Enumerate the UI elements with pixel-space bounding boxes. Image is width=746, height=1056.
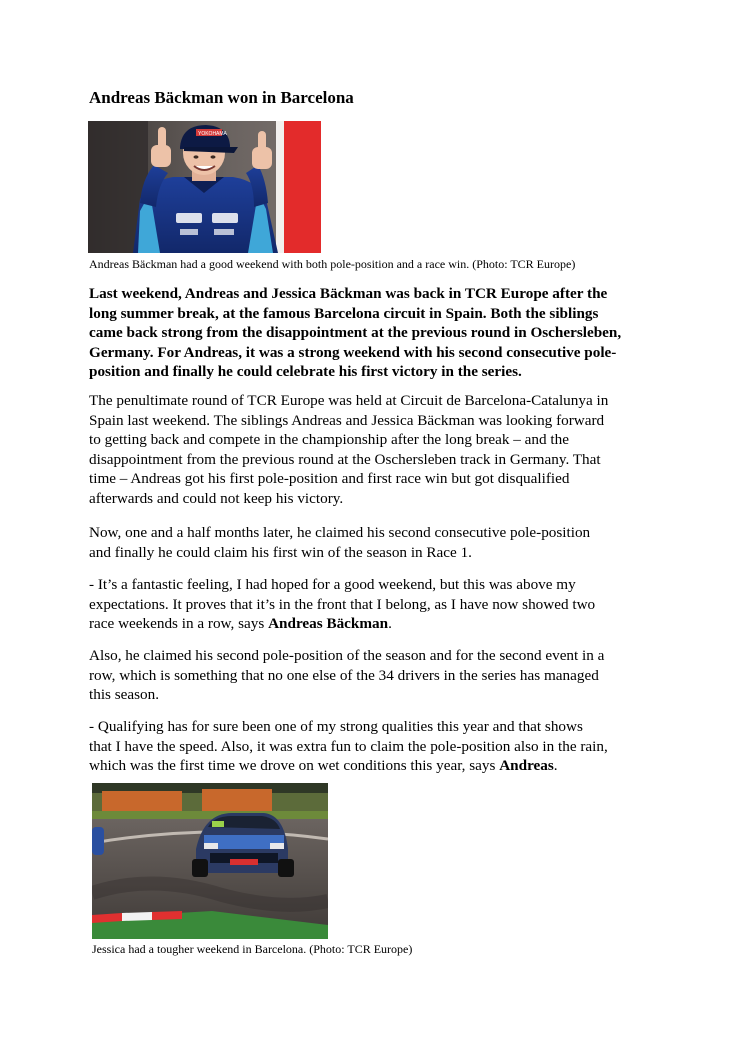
- driver-photo: [88, 121, 321, 253]
- paragraph-line: - Qualifying has for sure been one of my strong qualities this year and that shows: [89, 718, 583, 735]
- paragraph-line: Spain last weekend. The siblings Andreas and Jessica Bäckman was looking forward: [89, 411, 605, 429]
- quote-paragraph: [89, 717, 669, 776]
- lead-paragraph: [89, 284, 669, 382]
- body-paragraph: [89, 523, 669, 562]
- lead-line: Last weekend, Andreas and Jessica Bäckman was back in TCR Europe after the: [89, 285, 608, 302]
- lead-line: Germany. For Andreas, it was a strong weekend with his second consecutive pole-: [89, 343, 617, 361]
- sentence-end: .: [553, 757, 558, 775]
- body-paragraph: [89, 646, 669, 705]
- lead-line: long summer break, at the famous Barcelona circuit in Spain. Both the siblings: [89, 304, 599, 322]
- paragraph-line: this season.: [89, 686, 160, 704]
- race-car-photo: [92, 783, 328, 939]
- paragraph-line: [89, 756, 669, 776]
- quote-attribution-text: race weekends in a row, says: [89, 615, 269, 633]
- quote-attribution-text: which was the first time we drove on wet conditions this year, says: [89, 757, 500, 775]
- paragraph-line: expectations. It proves that it’s in the front that I belong, as I have now showed two: [89, 595, 596, 613]
- driver-photo-illustration: [88, 121, 321, 253]
- paragraph-line: afterwards and could not keep his victory.: [89, 489, 344, 507]
- sentence-end: .: [388, 615, 392, 633]
- race-car-photo-caption: Jessica had a tougher weekend in Barcelona. (Photo: TCR Europe): [92, 942, 413, 956]
- quote-paragraph: [89, 575, 669, 634]
- paragraph-line: time – Andreas got his first pole-position and first race win but got disqualified: [89, 470, 570, 488]
- paragraph-line: row, which is something that no one else of the 34 drivers in the series has managed: [89, 666, 599, 684]
- driver-photo-caption: Andreas Bäckman had a good weekend with both pole-position and a race win. (Photo: TCR Europe): [89, 257, 576, 271]
- paragraph-line: The penultimate round of TCR Europe was held at Circuit de Barcelona-Catalunya in: [89, 392, 609, 409]
- paragraph-line: [89, 614, 669, 634]
- paragraph-line: Also, he claimed his second pole-position of the season and for the second event in a: [89, 647, 605, 664]
- article-title: Andreas Bäckman won in Barcelona: [89, 88, 354, 107]
- speaker-name: Andreas Bäckman: [268, 615, 389, 633]
- lead-line: came back strong from the disappointment at the previous round in Oschersleben,: [89, 324, 622, 342]
- paragraph-line: to getting back and compete in the championship after the long break – and the: [89, 431, 569, 449]
- paragraph-line: that I have the speed. Also, it was extra fun to claim the pole-position also in the rain,: [89, 737, 608, 755]
- paragraph-line: and finally he could claim his first win of the season in Race 1.: [89, 543, 472, 561]
- race-car-photo-illustration: [92, 783, 328, 939]
- lead-line: position and finally he could celebrate his first victory in the series.: [89, 363, 522, 381]
- speaker-name: Andreas: [499, 757, 554, 775]
- body-paragraph: [89, 391, 669, 509]
- paragraph-line: disappointment from the previous round at the Oschersleben track in Germany. That: [89, 450, 601, 468]
- cap-brand-logo: YOKOHAMA: [198, 131, 227, 137]
- paragraph-line: Now, one and a half months later, he claimed his second consecutive pole-position: [89, 524, 591, 541]
- paragraph-line: - It’s a fantastic feeling, I had hoped for a good weekend, but this was above my: [89, 576, 576, 593]
